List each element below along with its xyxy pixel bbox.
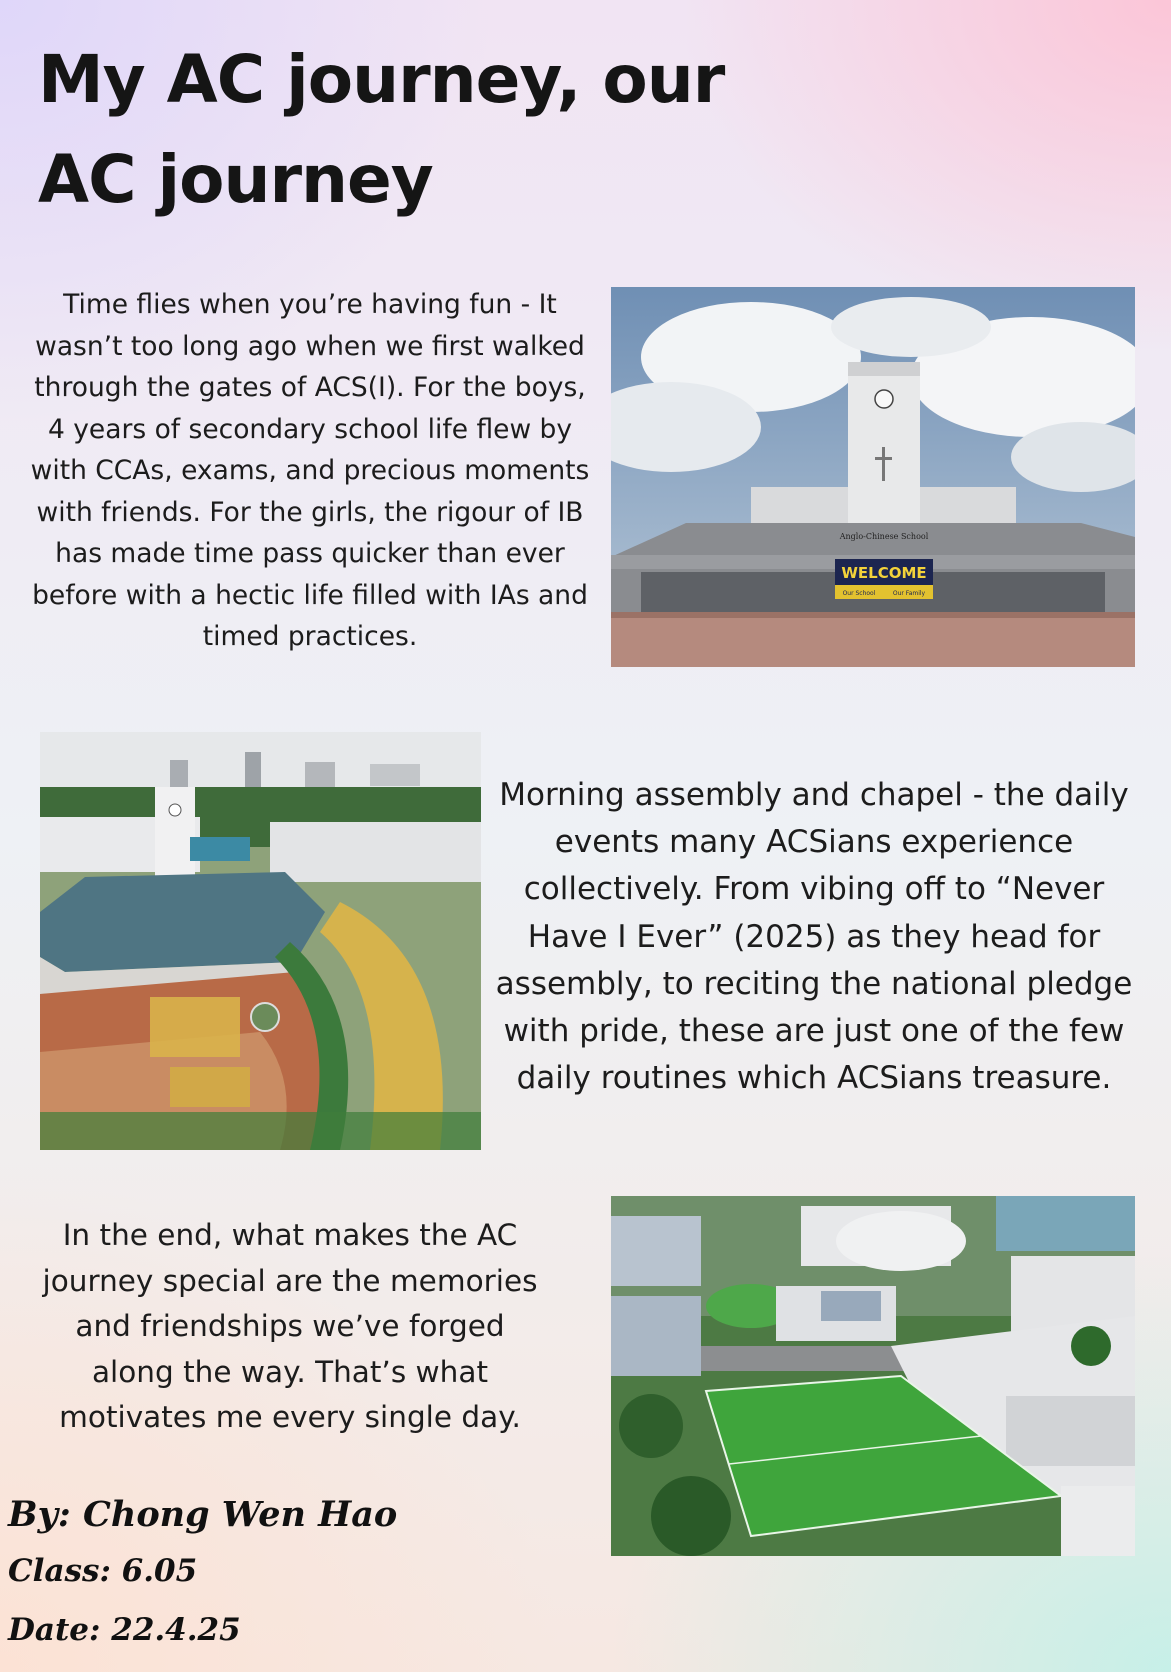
banner-right-text: Our Family <box>892 590 926 597</box>
welcome-banner: WELCOME <box>841 564 927 582</box>
closing-paragraph: In the end, what makes the AC journey special are the memories and friendships we’ve forged along the way. That’s what motivates me every single day. <box>42 1218 538 1434</box>
assembly-aerial-photo <box>40 732 481 1150</box>
class-byline: Class: 6.05 <box>8 1553 198 1589</box>
assembly-paragraph: Morning assembly and chapel - the daily events many ACSians experience collectively. From vibing off to “Never Have I Ever” (2025) as they head for assembly, to reciting the national pledge with pride, these are just one of the few daily routines which ACSians treasure. <box>495 777 1133 1097</box>
intro-paragraph: Time flies when you’re having fun - It wasn’t too long ago when we first walked through the gates of ACS(I). For the boys, 4 years of secondary school life flew by with CCAs, exams, and precious moments with friends. For the girls, the rigour of IB has made time pass quicker than ever before with a hectic life filled with IAs and timed practices. <box>30 289 590 652</box>
author-byline: By: Chong Wen Hao <box>8 1494 398 1535</box>
building-sign: Anglo-Chinese School <box>839 532 929 541</box>
title-line-1: My AC journey, our <box>38 41 725 118</box>
banner-left-text: Our School <box>842 590 876 597</box>
page-title <box>38 30 798 230</box>
date-byline: Date: 22.4.25 <box>8 1612 241 1648</box>
title-line-2: AC journey <box>38 141 433 218</box>
campus-aerial-photo <box>611 1196 1135 1556</box>
school-building-photo <box>611 287 1135 667</box>
